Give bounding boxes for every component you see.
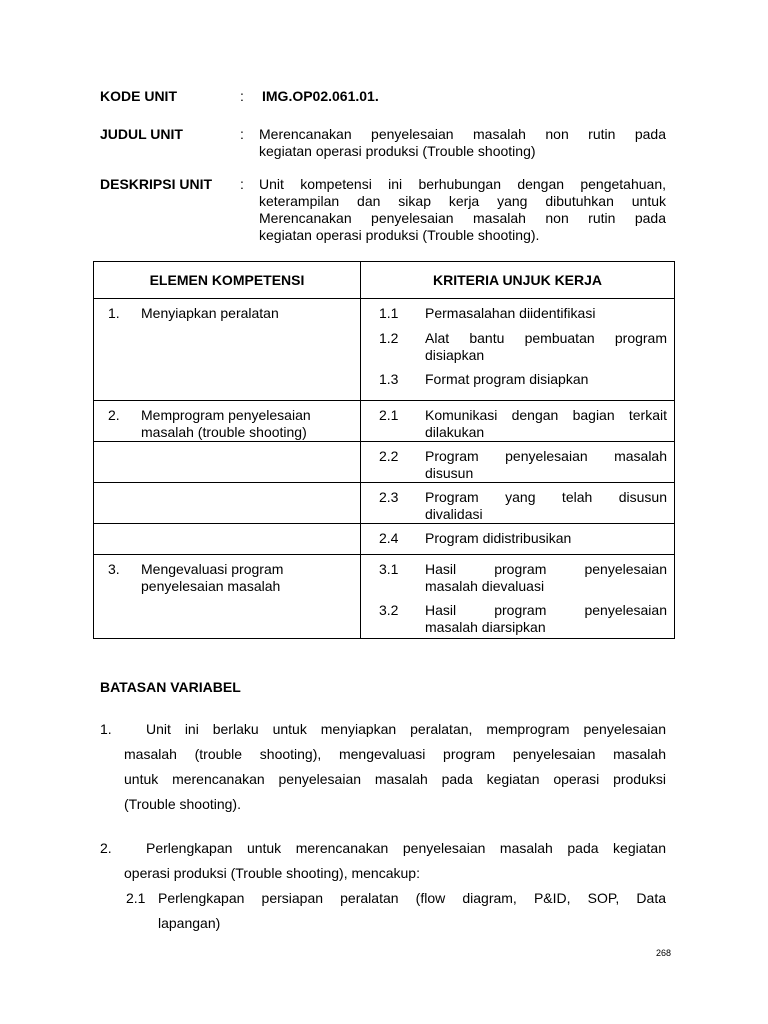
criteria-text: Program penyelesaian masalah disusun bbox=[425, 448, 667, 481]
kode-unit-value: IMG.OP02.061.01. bbox=[262, 88, 379, 104]
element-cell-empty bbox=[94, 524, 361, 555]
deskripsi-line: Unit kompetensi ini berhubungan dengan pengetahuan, bbox=[259, 176, 666, 192]
table-row bbox=[94, 401, 675, 442]
criteria-item bbox=[361, 489, 674, 523]
criteria-text: Komunikasi dengan bagian terkait dilakukan bbox=[425, 407, 667, 440]
deskripsi-unit-colon: : bbox=[240, 176, 244, 192]
criteria-number: 1.1 bbox=[379, 305, 399, 321]
element-cell bbox=[94, 555, 361, 639]
paragraph-sub-item bbox=[158, 886, 666, 936]
paragraph-line: lapangan) bbox=[158, 915, 221, 931]
criteria-item bbox=[361, 407, 674, 441]
criteria-text: Program yang telah disusun divalidasi bbox=[425, 489, 667, 522]
competency-table bbox=[93, 261, 675, 639]
criteria-cell bbox=[361, 401, 675, 442]
page-number: 268 bbox=[656, 948, 672, 958]
deskripsi-line: keterampilan dan sikap kerja yang dibutuhkan untuk bbox=[259, 193, 666, 209]
criteria-item bbox=[361, 561, 674, 595]
judul-line: kegiatan operasi produksi (Trouble shooting) bbox=[259, 143, 536, 159]
criteria-cell bbox=[361, 299, 675, 401]
element-text: Menyiapkan peralatan bbox=[141, 305, 279, 321]
table-header-row bbox=[94, 262, 675, 299]
criteria-cell bbox=[361, 524, 675, 555]
criteria-number: 1.3 bbox=[379, 371, 399, 387]
element-item bbox=[94, 299, 360, 322]
element-number: 1. bbox=[108, 305, 120, 321]
criteria-text: Hasil program penyelesaian masalah diarsipkan bbox=[425, 602, 667, 635]
judul-line: Merencanakan penyelesaian masalah non rutin pada bbox=[259, 126, 666, 142]
paragraph-line: Perlengkapan persiapan peralatan (flow diagram, P&ID, SOP, Data bbox=[158, 890, 666, 906]
column-header-elemen: ELEMEN KOMPETENSI bbox=[94, 262, 361, 299]
item-number: 1. bbox=[100, 721, 112, 737]
criteria-text: Hasil program penyelesaian masalah dievaluasi bbox=[425, 561, 667, 594]
element-item bbox=[94, 555, 360, 595]
table-row bbox=[94, 555, 675, 639]
section-title-batasan: BATASAN VARIABEL bbox=[100, 679, 241, 695]
judul-unit-colon: : bbox=[240, 126, 244, 142]
paragraph-line: operasi produksi (Trouble shooting), mencakup: bbox=[124, 865, 420, 881]
table-row bbox=[94, 524, 675, 555]
element-cell bbox=[94, 401, 361, 442]
criteria-item bbox=[361, 448, 674, 482]
criteria-item bbox=[361, 330, 674, 364]
criteria-text: Format program disiapkan bbox=[425, 371, 589, 387]
criteria-cell bbox=[361, 483, 675, 524]
criteria-item bbox=[361, 602, 674, 636]
judul-unit-value bbox=[259, 126, 666, 160]
criteria-item bbox=[361, 371, 674, 388]
element-cell bbox=[94, 299, 361, 401]
paragraph-line: masalah (trouble shooting), mengevaluasi program penyelesaian masalah bbox=[124, 746, 666, 762]
paragraph-item-1 bbox=[124, 717, 666, 817]
criteria-item bbox=[361, 305, 674, 322]
paragraph-line: (Trouble shooting). bbox=[124, 796, 241, 812]
kode-unit-colon: : bbox=[240, 88, 244, 104]
criteria-number: 2.2 bbox=[379, 448, 399, 464]
deskripsi-line: Merencanakan penyelesaian masalah non rutin pada bbox=[259, 210, 666, 226]
paragraph-line: untuk merencanakan penyelesaian masalah pada kegiatan operasi produksi bbox=[124, 771, 666, 787]
deskripsi-line: kegiatan operasi produksi (Trouble shooting). bbox=[259, 227, 540, 243]
element-number: 3. bbox=[108, 561, 120, 577]
element-cell-empty bbox=[94, 483, 361, 524]
criteria-item bbox=[361, 530, 674, 547]
element-item bbox=[94, 401, 360, 441]
element-cell-empty bbox=[94, 442, 361, 483]
sub-item-number: 2.1 bbox=[126, 890, 146, 906]
criteria-text: Alat bantu pembuatan program disiapkan bbox=[425, 330, 667, 363]
element-text: Memprogram penyelesaian masalah (trouble shooting) bbox=[141, 407, 311, 440]
paragraph-line: Perlengkapan untuk merencanakan penyelesaian masalah pada kegiatan bbox=[146, 840, 666, 856]
table-row bbox=[94, 442, 675, 483]
deskripsi-unit-label: DESKRIPSI UNIT bbox=[100, 176, 213, 192]
element-text: Mengevaluasi program penyelesaian masalah bbox=[141, 561, 284, 594]
deskripsi-unit-value bbox=[259, 176, 666, 244]
table-row bbox=[94, 299, 675, 401]
kode-unit-label: KODE UNIT bbox=[100, 88, 177, 104]
criteria-cell bbox=[361, 555, 675, 639]
criteria-number: 2.4 bbox=[379, 530, 399, 546]
criteria-cell bbox=[361, 442, 675, 483]
criteria-number: 3.1 bbox=[379, 561, 399, 577]
paragraph-line: Unit ini berlaku untuk menyiapkan peralatan, memprogram penyelesaian bbox=[146, 721, 666, 737]
judul-unit-label: JUDUL UNIT bbox=[100, 126, 183, 142]
column-header-kriteria: KRITERIA UNJUK KERJA bbox=[361, 262, 675, 299]
item-number: 2. bbox=[100, 840, 112, 856]
criteria-number: 2.3 bbox=[379, 489, 399, 505]
criteria-text: Program didistribusikan bbox=[425, 530, 572, 546]
element-number: 2. bbox=[108, 407, 120, 423]
criteria-text: Permasalahan diidentifikasi bbox=[425, 305, 596, 321]
paragraph-item-2 bbox=[124, 836, 666, 886]
criteria-number: 1.2 bbox=[379, 330, 399, 346]
table-row bbox=[94, 483, 675, 524]
criteria-number: 3.2 bbox=[379, 602, 399, 618]
criteria-number: 2.1 bbox=[379, 407, 399, 423]
